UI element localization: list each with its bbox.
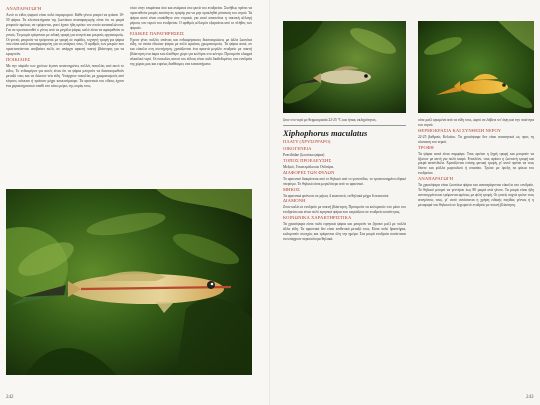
body-paragraph: Τα αρσενικά φτάνουν σε μήκος 4 εκατοστά, τα θηλυκά μέχρι 6 εκατοστά. [283,193,390,198]
section-heading: ΕΙΔΙΚΕΣ ΠΑΡΑΤΗΡΗΣΕΙΣ [130,30,185,36]
right-page-column-1 [283,118,406,388]
section-heading: ΘΕΡΜΟΚΡΑΣΙΑ ΚΑΙ ΣΥΝΘΕΣΗ ΝΕΡΟΥ [418,127,502,133]
body-paragraph: Αυτό το είδος ψαριού είναι πολύ παραγωγικό. Κάθε γέννα μπορεί να φτάσει 10-50 ψάρια. Τα πλεονεκτήματα της ζωοτόκου αναπαραγωγής είναι ότι τα μικρά μπορούν αμέσως να τρέφονται, γιατί έχουν ήδη κρόκο τον οποίο καταναλώνουν. Για να προστατευθεί ο γόνος από τα μεγάλα ψάρια, καλό είναι να αφαιρεθούν οι γονείς. Τα μικρά τρέφονται με ειδική τροφή για νεογνά και μικρούς οργανισμούς. Οι γονείς μπορούν να τρέφονται με τροφή σε νιφάδες, τεχνητή τροφή για ψάρια που είναι καλά προσαρμοσμένη για τις ανάγκες τους. Ο αριθμός των μικρών που προστατεύονται ανεβαίνει πολύ, αν υπάρχει αρκετή πυκνή βλάστηση για να κρυφτούν. [6,13,124,57]
section-divider [283,125,406,126]
left-page-column-2 [130,6,252,186]
species-title: Xiphophorus maculatus [283,127,368,138]
right-photo2-caption [418,13,518,19]
left-page-number: 242 [6,395,14,400]
section-heading: ΤΟΠΟΣ ΠΡΟΕΛΕΥΣΗΣ [283,157,332,163]
body-paragraph: Έχουν γίνει πολλές σπάνιες και ενδιαφέρουσες διασταυρώσεις με άλλα ζωοτόκα είδη, τα οποία έδωσαν ψάρια με πολύ ωραίους χρωματισμούς. Τα ψάρια αυτά, αν και εύκολα στη συντήρηση, χρειάζονται ένα αρκετά μεγάλο ενυδρείο με πυκνή βλάστηση στα άκρα και ελεύθερο χώρο για κολύμπι στο κέντρο. Προτιμούν ελαφρά αλκαλικό νερό. Οι ποικιλίες αυτού του είδους είναι πολύ διαδεδομένες στα ενυδρεία της χώρας μας και ευρέως διαθέσιμες στα καταστήματα. [130,37,252,67]
column-intro-text: ζουν στο νερό με θερμοκρασία 22-25 °C και ήπιας σκληρότητας. [283,118,377,122]
body-paragraph: ούτε μαζί ορισμένα από τα είδη τους, αφού να λάβετε υπ' όψη και την ποιότητα του νερού. [418,118,534,127]
section-heading: ΑΝΑΠΑΡΑΓΩΓΗ [418,176,454,182]
body-paragraph: Το αρσενικό διακρίνεται από το θηλυκό από το γονοπόδιο, το τροποποιημένο εδρικό πτερύγιο. Το θηλυκό είναι μεγαλύτερο από το αρσενικό. [283,176,406,186]
body-paragraph: Poeciliidae (ζωοτόκα ψάρια) [283,152,325,157]
body-paragraph: Τα ψάρια αυτά είναι παμφάγα. Τους αρέσει η ξηρή τροφή και μπορούν να ζήσουν με αυτή για πολύ καιρό. Επιπλέον, τους αρέσει η ζωντανή τροφή και μικρά ασπόνδυλα. Χρειάζονται επίσης φυτική τροφή, γι' αυτό πρέπει να τους δίνετε και φύλλα μαρουλιού ή σπανάκι. Τρώνε με όρεξη τα φύκια του ενυδρείου. [418,151,534,176]
right-page [270,0,540,405]
section-heading: ΟΙΚΟΓΕΝΕΙΑ [283,145,312,151]
section-heading: ΤΡΟΦΗ [418,144,434,150]
left-page-column-1 [6,6,124,186]
body-paragraph: 22-25 βαθμούς Κελσίου. Τα χρυσόψαρα δεν είναι απαιτητικά ως προς τη σύσταση του νερού. [418,134,534,144]
swordtail-photo-small-2 [418,21,534,113]
body-paragraph: Ζουν καλά σε ενυδρείο με πυκνή βλάστηση. Προτιμούν να κολυμπούν στο μέσο του ενυδρείου και είναι πολύ ειρηνικά ψάρια που ταιριάζουν σε ενυδρείο κοινότητας. [283,205,406,215]
swordtail-photo-small-1 [283,21,406,113]
right-page-number: 243 [526,395,534,400]
section-heading: ΠΟΙΚΙΛΙΕΣ [6,57,31,63]
body-paragraph: Μεξικό, Γουατεμάλα και Ονδούρα. [283,164,335,169]
species-common-name: ΠΛΑΤΥ (ΧΡΥΣΟΨΑΡΟ) [283,138,331,144]
body-paragraph: Τα χρυσόψαρα είναι πολύ ειρηνικά ψάρια και μπορούν να ζήσουν μαζί με πολλά άλλα είδη. Τα αρσενικά δεν είναι επιθετικά μεταξύ τους. Είναι πολύ δραστήρια, κολυμπούν συνεχώς και τρέφονται όλη την ημέρα. Στα μικρά ενυδρεία συνίσταται να υπάρχουν περισσότερα θηλυκά. [283,222,406,241]
left-photo-caption [6,181,246,187]
body-paragraph: τόσο στην επιφάνεια όσο και ανάμεσα στα φυτά του ενυδρείου. Συνήθως πρέπει να προστεθούν μικρές ποσότητες τροφής για να μην προκληθεί ρύπανση του νερού. Τα ψάρια αυτά είναι ευαίσθητα στα νιτρικά, για αυτό απαιτείται η τακτική αλλαγή μέρους του νερού του ενυδρείου. Ο αριθμός αλλαγών εξαρτάται από το πλήθος των ψαριών. [130,6,252,30]
right-photo1-caption [283,13,383,19]
section-heading: ΑΝΑΠΑΡΑΓΩΓΗ [6,6,42,11]
body-paragraph: Με την πάροδο των χρόνων έγιναν αναπτυγμένες πολλές ποικιλίες από αυτό το είδος. Το ενδιαφέρον για αυτές είναι ότι τα ψάρια μπορούν να διασταυρωθούν μεταξύ τους και να δώσουν νέα είδη. Υπάρχουν ποικιλίες με χρωματισμούς από κίτρινο, κόκκινο ή πράσινο μέχρι κοκκινόμαυρο. Τα αρσενικά του είδους έχουν ένα χαρακτηριστικό σπαθί στο κάτω μέρος της ουράς τους. [6,64,124,88]
body-paragraph: Τα χρυσόψαρα είναι ζωοτόκα ψάρια και αναπαράγονται εύκολα στο ενυδρείο. Το θηλυκό μπορεί να γεννήσει έως 80 μικρά ανά γέννα. Τα μικρά είναι ήδη ανεπτυγμένα και τρέφονται αμέσως με ψιλή τροφή. Οι γονείς συχνά τρώνε τους απογόνους τους, γι' αυτό συνίσταται η χρήση ειδικής παγίδας γέννας ή η μεταφορά του θηλυκού σε ξεχωριστό ενυδρείο με πυκνή βλάστηση. [418,183,534,207]
section-heading: ΜΗΚΟΣ [283,186,300,192]
right-page-column-2 [418,118,534,388]
swordtail-photo-large [6,189,252,375]
section-heading: ΔΙΑΜΟΝΗ [283,198,306,204]
section-heading: ΔΙΑΦΟΡΕΣ ΤΩΝ ΦΥΛΩΝ [283,169,335,175]
section-heading: ΚΟΙΝΩΝΙΚΑ ΧΑΡΑΚΤΗΡΙΣΤΙΚΑ [283,215,352,221]
right-column-1-sections [283,146,406,242]
